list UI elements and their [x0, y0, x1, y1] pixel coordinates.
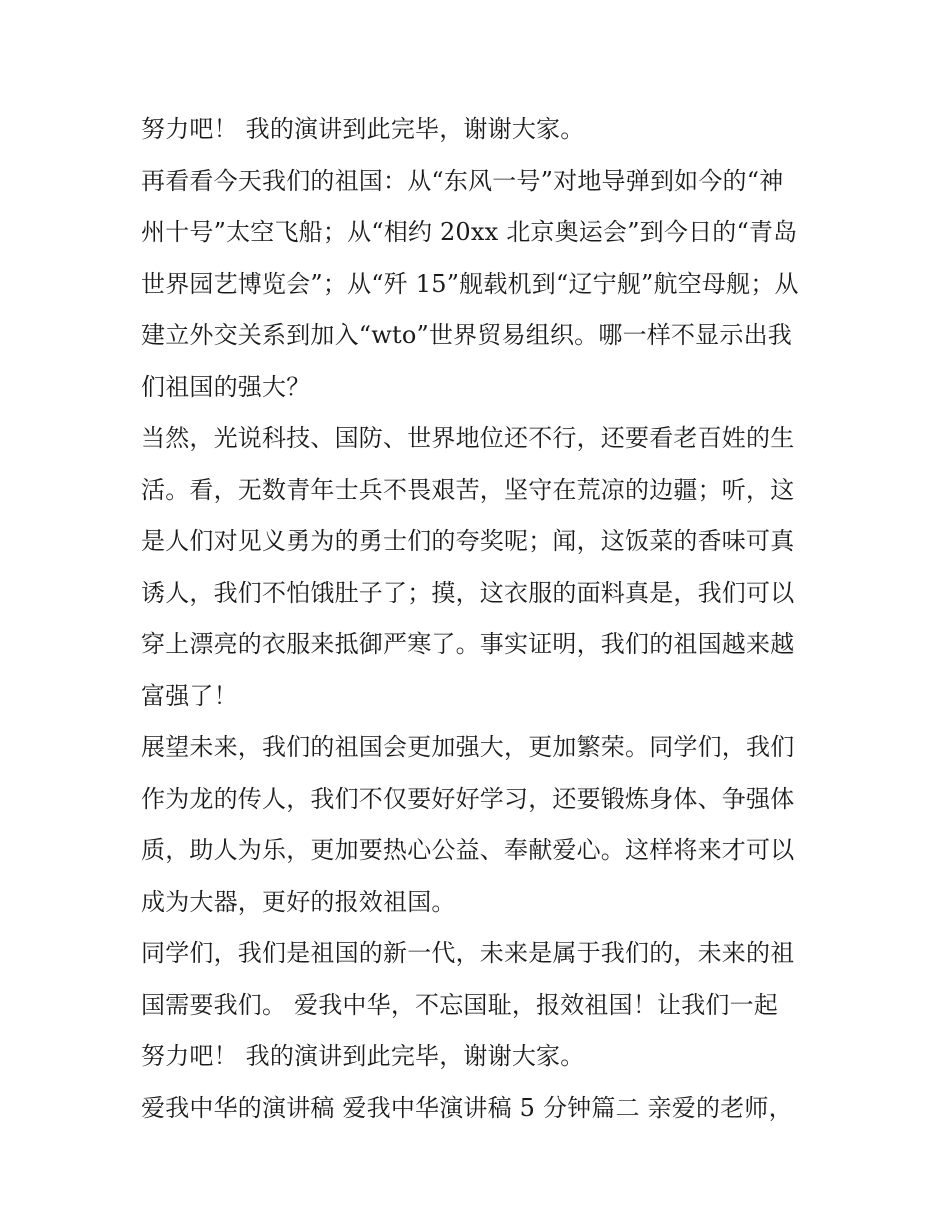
text-line: 努力吧！ 我的演讲到此完毕，谢谢大家。 — [141, 115, 585, 143]
text-line: 诱人，我们不怕饿肚子了；摸，这衣服的面料真是，我们可以 — [141, 578, 795, 607]
text-line: 富强了！ — [141, 681, 238, 710]
text-line: 国需要我们。 爱我中华，不忘国耻，报效祖国！让我们一起 — [141, 990, 779, 1019]
text-line: 爱我中华的演讲稿 爱我中华演讲稿 5 分钟篇二 亲爱的老师， — [141, 1093, 793, 1122]
text-line: 是人们对见义勇为的勇士们的夸奖呢；闻，这饭菜的香味可真 — [141, 527, 795, 555]
document-body — [141, 104, 821, 1134]
text-line: 穿上漂亮的衣服来抵御严寒了。事实证明，我们的祖国越来越 — [141, 630, 795, 658]
text-line: 们祖国的强大？ — [141, 372, 311, 401]
text-line: 建立外交关系到加入“wto”世界贸易组织。哪一样不显示出我 — [141, 321, 792, 349]
text-line: 作为龙的传人，我们不仅要好好学习，还要锻炼身体、争强体 — [141, 784, 795, 813]
text-line: 当然，光说科技、国防、世界地位还不行，还要看老百姓的生 — [141, 424, 795, 452]
text-line: 同学们，我们是祖国的新一代，未来是属于我们的，未来的祖 — [141, 939, 795, 967]
text-line: 活。看，无数青年士兵不畏艰苦，坚守在荒凉的边疆；听，这 — [141, 475, 795, 504]
text-line: 州十号”太空飞船；从“相约 20xx 北京奥运会”到今日的“青岛 — [141, 218, 798, 246]
text-line: 质，助人为乐，更加要热心公益、奉献爱心。这样将来才可以 — [141, 836, 795, 864]
text-line: 展望未来，我们的祖国会更加强大，更加繁荣。同学们，我们 — [141, 733, 795, 761]
text-line: 努力吧！ 我的演讲到此完毕，谢谢大家。 — [141, 1042, 585, 1070]
text-line: 再看看今天我们的祖国：从“东风一号”对地导弹到如今的“神 — [141, 166, 784, 195]
text-line: 世界园艺博览会”；从“歼 15”舰载机到“辽宁舰”航空母舰；从 — [141, 269, 799, 298]
text-line: 成为大器，更好的报效祖国。 — [141, 887, 456, 916]
